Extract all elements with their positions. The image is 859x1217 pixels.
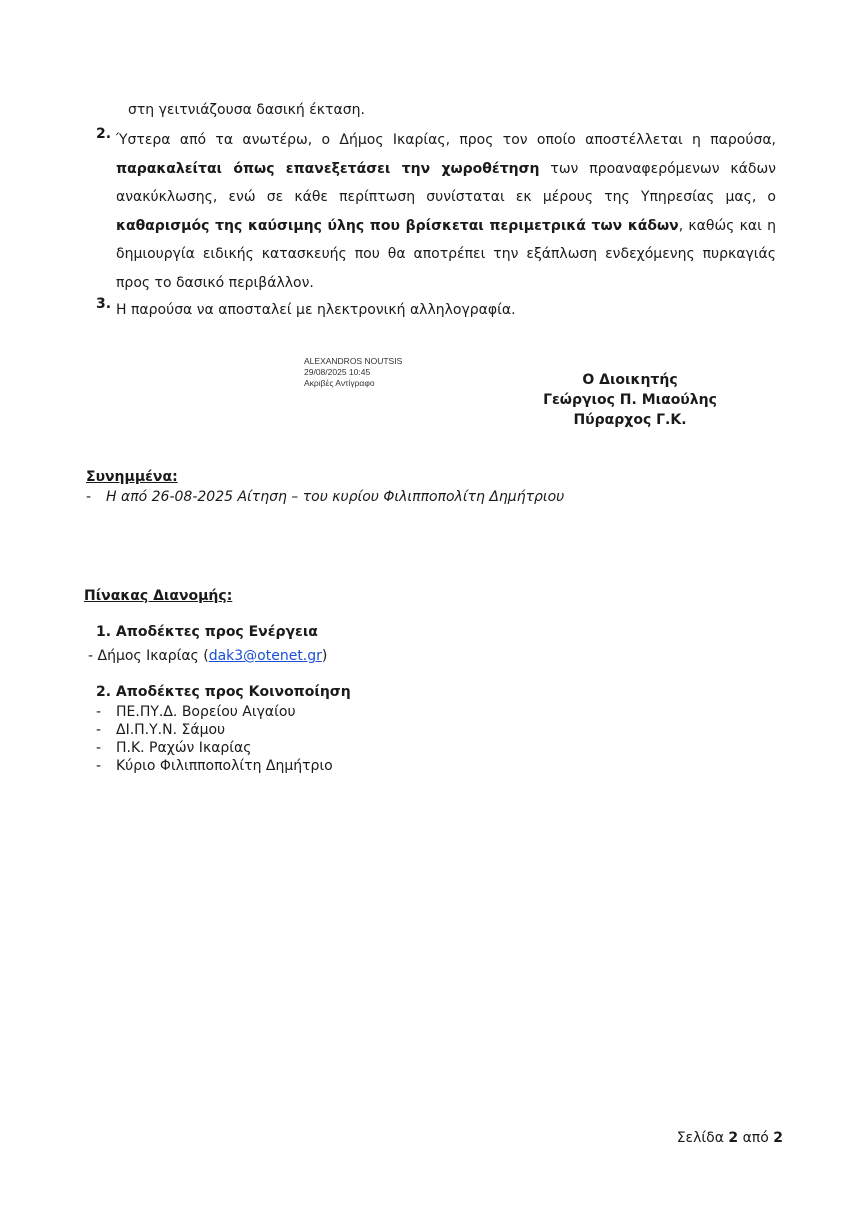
digital-signature [304, 356, 402, 389]
item-number: 2. [96, 126, 112, 142]
recipient-cc-item [96, 758, 333, 774]
paragraph-3 [96, 296, 776, 325]
page-number: 2 [728, 1130, 739, 1146]
paragraph-2 [96, 126, 776, 297]
recipient-cc-item [96, 722, 225, 738]
footer-text: από [738, 1130, 774, 1146]
continuation-line: στη γειτνιάζουσα δασική έκταση. [128, 102, 365, 118]
item-number: 3. [96, 296, 112, 312]
signature-datetime: 29/08/2025 10:45 [304, 367, 371, 377]
recipient-text: Κύριο Φιλιπποπολίτη Δημήτριο [116, 758, 333, 774]
recipient-text: Π.Κ. Ραχών Ικαρίας [116, 740, 252, 756]
recipient-action-item [88, 648, 327, 664]
paragraph-text: , καθώς και η δημιουργία ειδικής κατασκευής που θα αποτρέπει την εξάπλωση ενδεχόμενης πυρκαγιάς προς το δασικό περιβάλλον. [116, 217, 776, 291]
recipient-text: - Δήμος Ικαρίας ( [88, 648, 209, 664]
attachment-item [86, 489, 564, 505]
recipient-text: ) [321, 648, 328, 664]
page-footer [677, 1130, 783, 1146]
signer-role: Ο Διοικητής [582, 372, 678, 388]
list-dash: - [86, 489, 92, 505]
signature-note: Ακριβές Αντίγραφο [304, 378, 375, 388]
distribution-heading: Πίνακας Διανομής: [84, 588, 233, 604]
footer-text: Σελίδα [676, 1130, 729, 1146]
attachment-text: Η από 26-08-2025 Αίτηση – του κυρίου Φιλιπποπολίτη Δημήτριου [106, 489, 565, 505]
signer-rank: Πύραρχος Γ.Κ. [573, 412, 687, 428]
signature-name: ALEXANDROS NOUTSIS [304, 356, 403, 366]
paragraph-text: των προαναφερόμενων κάδων ανακύκλωσης, ενώ σε κάθε περίπτωση συνίσταται εκ μέρους της Υπηρεσίας μας, ο [116, 160, 776, 205]
list-dash: - [96, 740, 102, 756]
paragraph-3-text: Η παρούσα να αποσταλεί με ηλεκτρονική αλληλογραφία. [116, 302, 516, 318]
recipient-cc-item [96, 740, 252, 756]
recipient-text: ΔΙ.Π.Υ.Ν. Σάμου [116, 722, 226, 738]
list-dash: - [96, 722, 102, 738]
recipient-text: ΠΕ.ΠΥ.Δ. Βορείου Αιγαίου [116, 704, 296, 720]
paragraph-2-text [116, 126, 776, 297]
page-total: 2 [773, 1130, 783, 1146]
bold-recommendation: καθαρισμός της καύσιμης ύλης που βρίσκεται περιμετρικά των κάδων [116, 217, 679, 234]
bold-request: παρακαλείται όπως επανεξετάσει την χωροθέτηση [116, 160, 540, 177]
list-dash: - [96, 704, 102, 720]
paragraph-text: Ύστερα από τα ανωτέρω, ο Δήμος Ικαρίας, προς τον οποίο αποστέλλεται η παρούσα, [116, 132, 776, 148]
email-link[interactable]: dak3@otenet.gr [208, 648, 322, 664]
recipients-cc-heading: 2. Αποδέκτες προς Κοινοποίηση [96, 684, 351, 700]
list-dash: - [96, 758, 102, 774]
signer-block [520, 370, 740, 430]
recipients-action-heading: 1. Αποδέκτες προς Ενέργεια [96, 624, 318, 640]
recipient-cc-item [96, 704, 296, 720]
attachments-heading: Συνημμένα: [86, 469, 178, 485]
signer-name: Γεώργιος Π. Μιαούλης [543, 392, 717, 408]
